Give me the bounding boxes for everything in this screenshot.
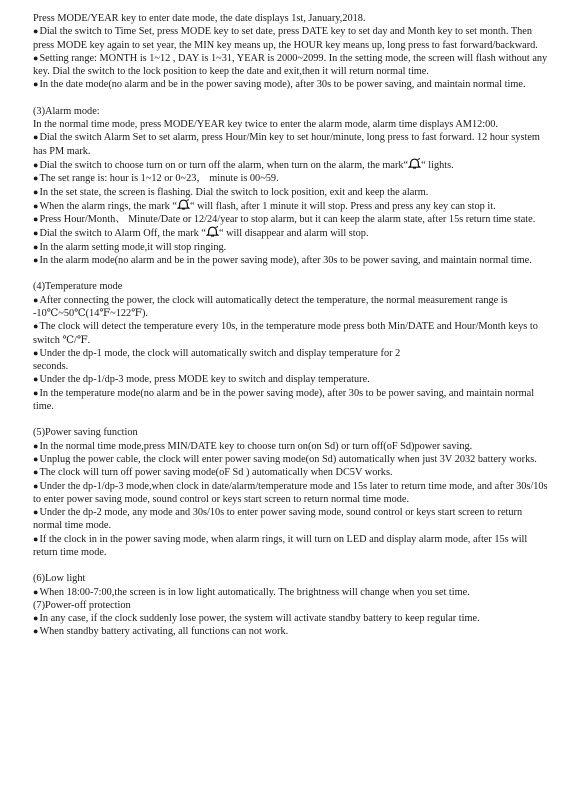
date-bullet-range: ● Setting range: MONTH is 1~12 , DAY is 1~31, YEAR is 2000~2099. In the setting mode, the screen will flash without any key. Dial the switch to the lock position to keep the date and exit,then it will return normal time.	[33, 52, 548, 79]
alarm-bullet-2	[33, 158, 548, 172]
temperature-bullet-1: ● After connecting the power, the clock will automatically detect the temperature, the normal measurement range is -10℃~50℃(14℉~122℉).	[33, 294, 548, 321]
spacer	[33, 92, 548, 105]
low-light-heading: (6)Low light	[33, 573, 86, 585]
alarm-bullet-6: ● Press Hour/Month、 Minute/Date or 12/24/year to stop alarm, but it can keep the alarm state, after 15s return time state.	[33, 213, 548, 226]
spacer	[33, 267, 548, 280]
alarm-bell-icon	[177, 199, 190, 210]
alarm-bullet-5	[33, 199, 548, 213]
power-off-bullet-2: ● When standby battery activating, all functions can not work.	[33, 625, 548, 638]
temperature-heading: (4)Temperature mode	[33, 281, 123, 293]
alarm-bullet-7-pre: Dial the switch to Alarm Off, the mark “	[39, 228, 206, 240]
alarm-bullet-4: ● In the set state, the screen is flashing. Dial the switch to lock position, exit and keep the alarm.	[33, 186, 548, 199]
alarm-bullet-5-post: “ will flash, after 1 minute it will stop. Press and press any key can stop it.	[189, 200, 496, 212]
power-saving-bullet-1: ● In the normal time mode,press MIN/DATE key to choose turn on(on Sd) or turn off(oF Sd)power saving.	[33, 440, 548, 453]
temperature-bullet-2: ● The clock will detect the temperature every 10s, in the temperature mode press both Min/DATE and Hour/Month keys to switch ℃/℉.	[33, 320, 548, 347]
alarm-bullet-7	[33, 226, 548, 240]
alarm-bell-icon	[408, 158, 421, 169]
date-intro: Press MODE/YEAR key to enter date mode, the date displays 1st, January,2018.	[33, 13, 366, 24]
power-saving-heading: (5)Power saving function	[33, 427, 138, 439]
power-saving-bullet-6: ● If the clock in in the power saving mode, when alarm rings, it will turn on LED and display alarm mode, after 15s will return time mode.	[33, 533, 548, 560]
low-light-bullet-1: ● When 18:00-7:00,the screen is in low light automatically. The brightness will change when you set time.	[33, 586, 548, 599]
alarm-bullet-8: ● In the alarm setting mode,it will stop ringing.	[33, 241, 548, 254]
spacer	[33, 559, 548, 572]
temperature-bullet-5: ● In the temperature mode(no alarm and be in the power saving mode), after 30s to be power saving, and maintain normal time.	[33, 387, 548, 414]
alarm-bullet-2-pre: Dial the switch to choose turn on or turn off the alarm, when turn on the alarm, the mark“	[39, 159, 409, 171]
alarm-bullet-5-pre: When the alarm rings, the mark “	[39, 200, 177, 212]
alarm-heading: (3)Alarm mode:	[33, 105, 100, 117]
power-saving-bullet-3: ● The clock will turn off power saving mode(oF Sd ) automatically when DC5V works.	[33, 466, 548, 479]
spacer	[33, 413, 548, 426]
temperature-bullet-3-cont: seconds.	[33, 361, 69, 373]
power-saving-bullet-5: ● Under the dp-2 mode, any mode and 30s/10s to enter power saving mode, sound control or keys start screen to return normal time mode.	[33, 506, 548, 533]
alarm-bullet-9: ● In the alarm mode(no alarm and be in the power saving mode), after 30s to be power saving, and maintain normal time.	[33, 254, 548, 267]
power-saving-bullet-4: ● Under the dp-1/dp-3 mode,when clock in date/alarm/temperature mode and 15s later to return time mode, and after 30s/10s to enter power saving mode, sound control or keys start screen to return normal time mode.	[33, 480, 548, 507]
power-saving-bullet-2: ● Unplug the power cable, the clock will enter power saving mode(on Sd) automatically when just 3V 2032 battery works.	[33, 453, 548, 466]
alarm-bullet-1: ● Dial the switch Alarm Set to set alarm, press Hour/Min key to set hour/minute, long press to fast forward. 12 hour system has PM mark.	[33, 131, 548, 158]
alarm-intro: In the normal time mode, press MODE/YEAR key twice to enter the alarm mode, alarm time displays AM12:00.	[33, 119, 498, 131]
date-bullet-power-saving: ● In the date mode(no alarm and be in the power saving mode), after 30s to be power saving, and maintain normal time.	[33, 78, 548, 91]
date-bullet-set: ● Dial the switch to Time Set, press MODE key to set date, press DATE key to set day and Month key to set month. Then press MODE key again to set year, the MIN key means up, the HOUR key means up, long press to fast forward/backward.	[33, 25, 548, 52]
temperature-bullet-3: ● Under the dp-1 mode, the clock will automatically switch and display temperature for 2	[33, 347, 548, 360]
alarm-bullet-2-post: “ lights.	[421, 159, 454, 171]
alarm-bullet-7-post: “ will disappear and alarm will stop.	[218, 228, 369, 240]
power-off-heading: (7)Power-off protection	[33, 599, 131, 611]
power-off-bullet-1: ● In any case, if the clock suddenly lose power, the system will activate standby battery to keep regular time.	[33, 612, 548, 625]
temperature-bullet-4: ● Under the dp-1/dp-3 mode, press MODE key to switch and display temperature.	[33, 373, 548, 386]
alarm-bullet-3: ● The set range is: hour is 1~12 or 0~23， minute is 00~59.	[33, 172, 548, 185]
alarm-bell-icon	[206, 226, 219, 237]
